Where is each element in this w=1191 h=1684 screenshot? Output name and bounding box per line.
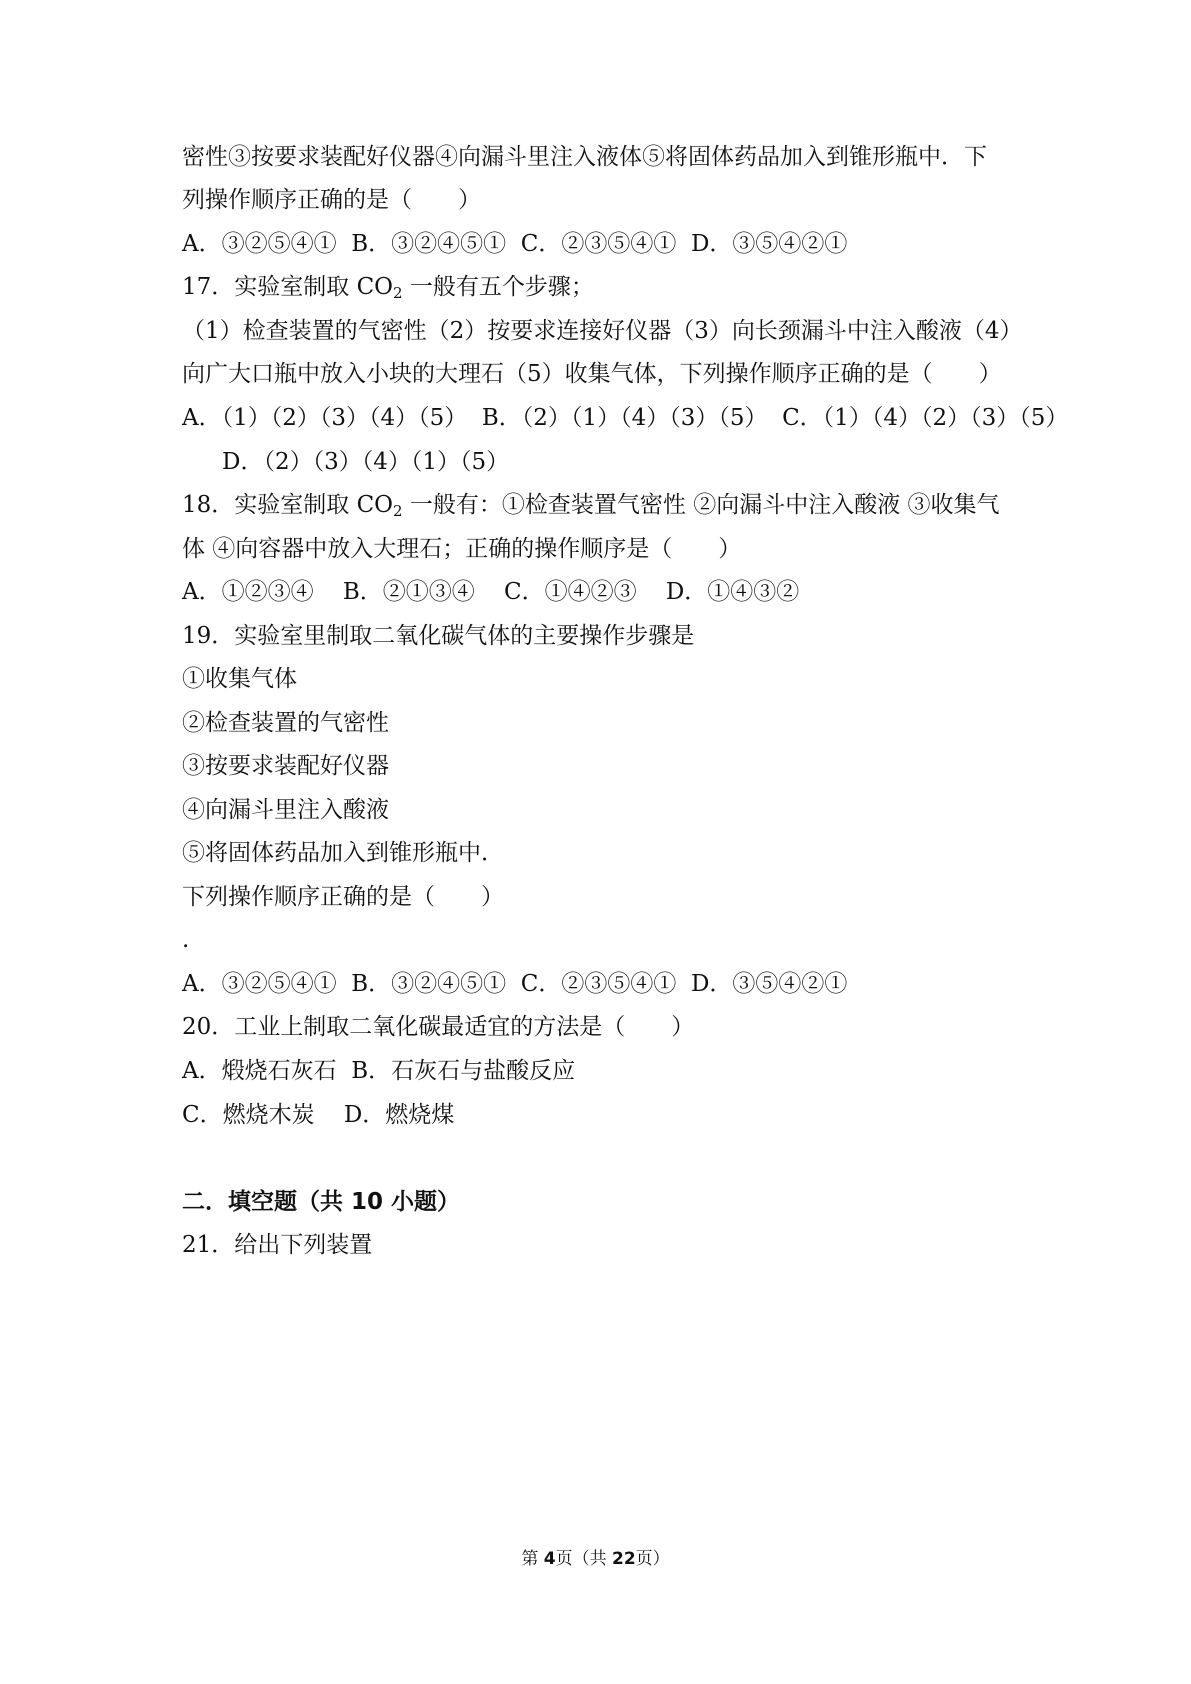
q19-dot: . <box>182 927 190 953</box>
page-footer <box>0 1547 1191 1571</box>
q17-stem <box>182 272 594 302</box>
q16-options: A．③②⑤④① B．③②④⑤① C．②③⑤④① D．③⑤④②① <box>182 231 848 257</box>
q19-step4: ④向漏斗里注入酸液 <box>182 797 389 823</box>
q20-stem: 20．工业上制取二氧化碳最适宜的方法是（ ） <box>182 1014 695 1040</box>
q19-step5: ⑤将固体药品加入到锥形瓶中． <box>182 840 504 866</box>
footer-page-number: 4 <box>543 1549 556 1569</box>
q17-options-line1: A．（1）（2）（3）（4）（5） B．（2）（1）（4）（3）（5） C．（1）（4）（2）（3）（5） <box>182 405 1069 431</box>
q21-stem: 21．给出下列装置 <box>182 1232 373 1258</box>
q16-line1: 密性③按要求装配好仪器④向漏斗里注入液体⑤将固体药品加入到锥形瓶中．下 <box>182 144 987 170</box>
q17-stem-sub: 2 <box>393 284 403 302</box>
q18-stem <box>182 490 1000 520</box>
q18-stem-sub: 2 <box>393 502 403 520</box>
footer-prefix: 第 <box>521 1549 544 1569</box>
q18-stem-pre: 18．实验室制取 CO <box>182 492 394 518</box>
q17-stem-post: 一般有五个步骤； <box>402 274 594 300</box>
q19-stem: 19．实验室里制取二氧化碳气体的主要操作步骤是 <box>182 623 695 649</box>
q20-options-line1: A．煅烧石灰石 B．石灰石与盐酸反应 <box>182 1058 576 1084</box>
q18-options: A．①②③④ B．②①③④ C．①④②③ D．①④③② <box>182 579 800 605</box>
q19-step3: ③按要求装配好仪器 <box>182 753 389 779</box>
q19-step2: ②检查装置的气密性 <box>182 710 389 736</box>
q20-options-line2: C．燃烧木炭 D．燃烧煤 <box>182 1102 455 1128</box>
q17-options-line2: D．（2）（3）（4）（1）（5） <box>222 449 510 475</box>
q17-stem-pre: 17．实验室制取 CO <box>182 274 394 300</box>
q18-stem-post: 一般有：①检查装置气密性 ②向漏斗中注入酸液 ③收集气 <box>402 492 1000 518</box>
footer-suffix: 页） <box>635 1549 670 1569</box>
q18-line2: 体 ④向容器中放入大理石；正确的操作顺序是（ ） <box>182 536 742 562</box>
q19-step1: ①收集气体 <box>182 666 297 692</box>
q19-options: A．③②⑤④① B．③②④⑤① C．②③⑤④① D．③⑤④②① <box>182 971 848 997</box>
footer-middle: 页（共 <box>555 1549 612 1569</box>
q16-line2: 列操作顺序正确的是（ ） <box>182 187 481 213</box>
q19-question: 下列操作顺序正确的是（ ） <box>182 884 504 910</box>
q17-line3: 向广大口瓶中放入小块的大理石（5）收集气体，下列操作顺序正确的是（ ） <box>182 361 1002 387</box>
section-heading: 二．填空题（共 10 小题） <box>182 1189 461 1215</box>
q17-line2: （1）检查装置的气密性（2）按要求连接好仪器（3）向长颈漏斗中注入酸液（4） <box>182 318 1023 344</box>
footer-total-pages: 22 <box>611 1549 636 1569</box>
